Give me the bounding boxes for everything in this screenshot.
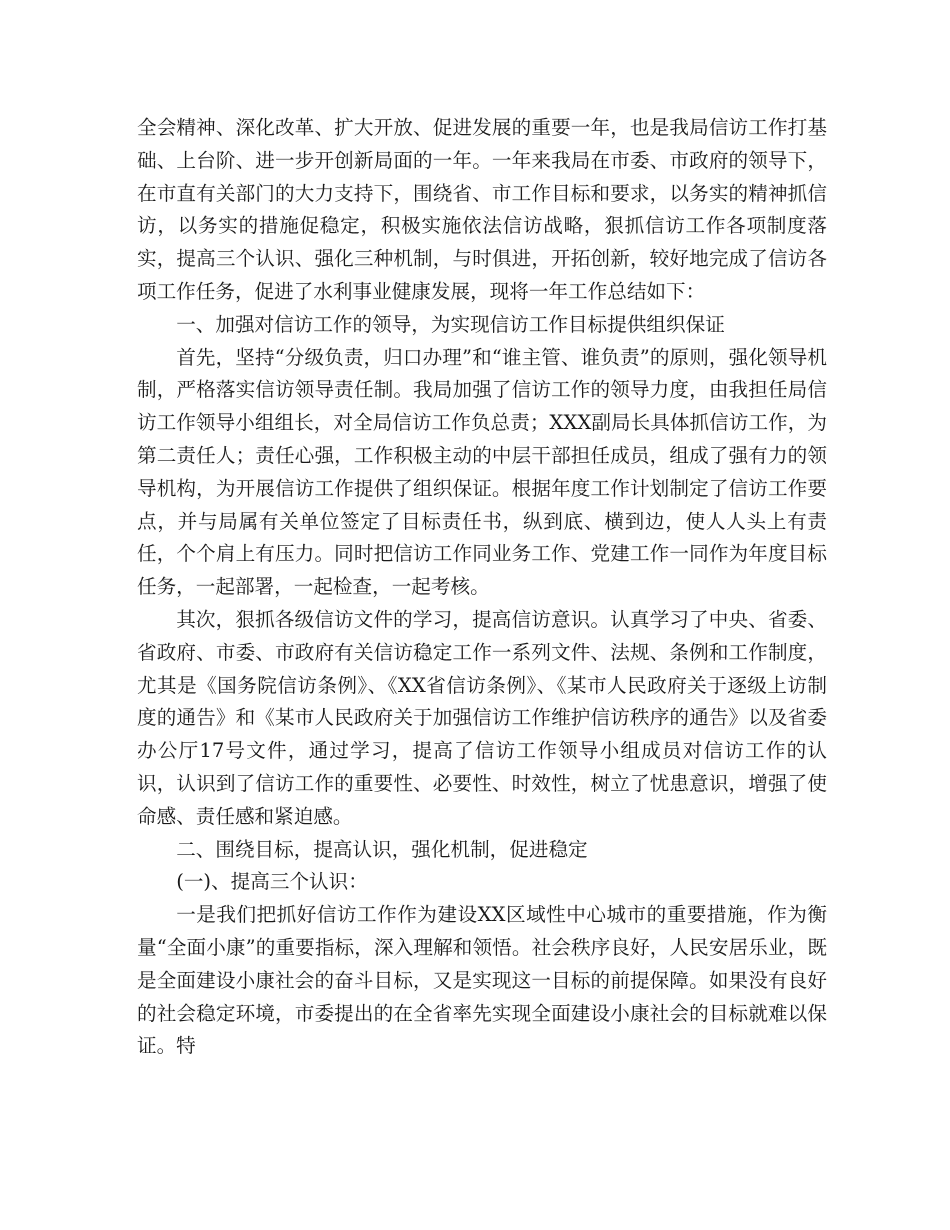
heading-section-1: 一、加强对信访工作的领导，为实现信访工作目标提供组织保证: [176, 312, 725, 336]
paragraph-second: 其次，狠抓各级信访文件的学习，提高信访意识。认真学习了中央、省委、省政府、市委、市政府有关信访稳定工作一系列文件、法规、条例和工作制度，尤其是《国务院信访条例》、《XX省信访条例》、《某市人民政府关于逐级上访制度的通告》和《某市人民政府关于加强信访工作维护信访秩序的通告》以及省委办公厅17号文件，通过学习，提高了信访工作领导小组成员对信访工作的认识，认识到了信访工作的重要性、必要性、时效性，树立了忧患意识，增强了使命感、责任感和紧迫感。: [137, 607, 827, 828]
paragraph-intro: 全会精神、深化改革、扩大开放、促进发展的重要一年，也是我局信访工作打基础、上台阶、进一步开创新局面的一年。一年来我局在市委、市政府的领导下，在市直有关部门的大力支持下，围绕省、市工作目标和要求，以务实的精神抓信访，以务实的措施促稳定，积极实施依法信访战略，狠抓信访工作各项制度落实，提高三个认识、强化三种机制，与时俱进，开拓创新，较好地完成了信访各项工作任务，促进了水利事业健康发展，现将一年工作总结如下：: [137, 116, 827, 303]
heading-section-2: 二、围绕目标，提高认识，强化机制，促进稳定: [176, 837, 588, 861]
document-body: [137, 112, 827, 1063]
subheading-three-understandings: (一)、提高三个认识：: [176, 870, 368, 894]
paragraph-point-one: 一是我们把抓好信访工作作为建设XX区域性中心城市的重要措施，作为衡量“全面小康”的重要指标，深入理解和领悟。社会秩序良好，人民安居乐业，既是全面建设小康社会的奋斗目标，又是实现这一目标的前提保障。如果没有良好的社会稳定环境，市委提出的在全省率先实现全面建设小康社会的目标就难以保证。特: [137, 903, 827, 1058]
paragraph-first: 首先，坚持“分级负责，归口办理”和“谁主管、谁负责”的原则，强化领导机制，严格落实信访领导责任制。我局加强了信访工作的领导力度，由我担任局信访工作领导小组组长，对全局信访工作负总责；XXX副局长具体抓信访工作，为第二责任人；责任心强，工作积极主动的中层干部担任成员，组成了强有力的领导机构，为开展信访工作提供了组织保证。根据年度工作计划制定了信访工作要点，并与局属有关单位签定了目标责任书，纵到底、横到边，使人人头上有责任，个个肩上有压力。同时把信访工作同业务工作、党建工作一同作为年度目标任务，一起部署，一起检查，一起考核。: [137, 345, 827, 599]
